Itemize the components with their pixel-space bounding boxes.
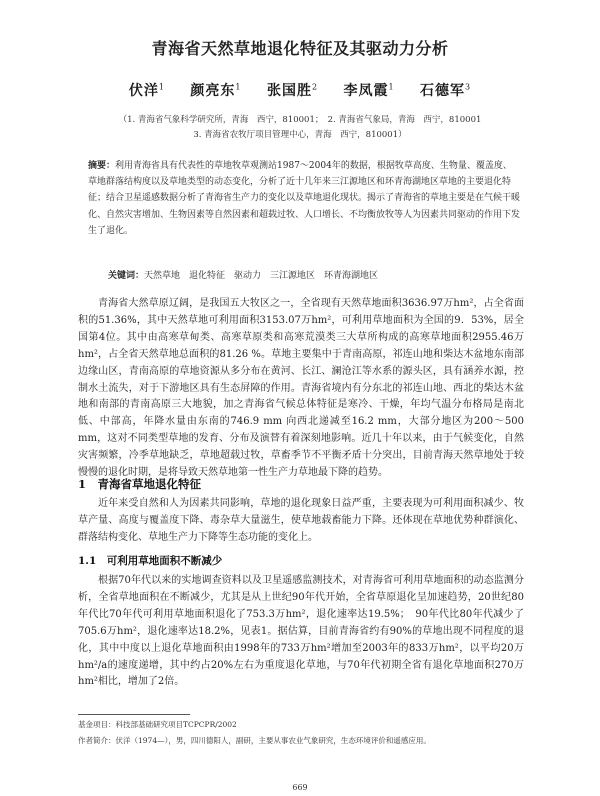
author-2: 颜亮东$^1$ — [190, 82, 242, 99]
author-5: 石德军$^3$ — [420, 82, 472, 99]
keywords-text: 天然草地 退化特征 驱动力 三江源地区 环青海湖地区 — [144, 271, 379, 281]
keywords — [108, 268, 528, 281]
abstract-label: 摘要： — [88, 161, 116, 171]
author-4: 李凤霞$^1$ — [343, 82, 395, 99]
section-heading-1: 1 青海省草地退化特征 — [78, 477, 202, 491]
author-1: 伏洋$^1$ — [128, 82, 165, 99]
footnote-rule — [78, 714, 190, 715]
author-list — [0, 80, 600, 100]
footnote-fund: 基金项目：科技部基础研究项目TCPCPR/2002 — [78, 720, 237, 729]
footnote-author: 作者简介：伏洋（1974—），男，四川德阳人，副研，主要从事农业气象研究，生态环境评价和遥感应用。 — [78, 736, 431, 745]
abstract — [88, 158, 520, 239]
section-1-1-paragraph: 根据70年代以来的实地调查资料以及卫星遥感监测技术，对青海省可利用草地面积的动态监测分析，全省草地面积在不断减少，尤其是从上世纪90年代开始，全省草原退化呈加速趋势，20世纪80年代比70年代可利用草地面积退化了753.3万hm²，退化速率达19.5%； 90年代比80年代减少了705.6万hm²，退化速率达18.2%，见表1。据估算，目前青海省约有90%的草地出现不同程度的退化，其中中度以上退化草地面积由1998年的733万hm²增加至2003年的833万hm²，以平均20万hm²/a的速度递增，其中约占20%左右为重度退化草地，与70年代初期全省有退化草地面积270万hm²相比，增加了2倍。 — [78, 575, 524, 688]
affiliation-line-1: （1. 青海省气象科学研究所，青海 西宁，810001； 2. 青海省气象局，青海 西宁，810001 — [118, 115, 482, 125]
section-1-paragraph: 近年来受自然和人为因素共同影响，草地的退化现象日益严重，主要表现为可利用面积减少、牧草产量、高度与覆盖度下降、毒杂草大量滋生，使草地载畜能力下降。还体现在草地优势种群演化、群落结构变化、草地生产力下降等生态功能的变化上。 — [78, 498, 524, 543]
author-3: 张国胜$^2$ — [266, 82, 319, 99]
section-heading-1-1: 1.1 可利用草地面积不断减少 — [78, 555, 223, 567]
keywords-label: 关键词： — [108, 271, 145, 281]
abstract-text: 利用青海省具有代表性的草地牧草观测站1987～2004年的数据，根据牧草高度、生物量、覆盖度、草地群落结构度以及草地类型的动态变化，分析了近十几年来三江源地区和环青海湖地区草地的主要退化特征；结合卫星遥感数据分析了青海省生产力的变化以及草地退化现状。揭示了青海省的草地主要是在气候干暖化、自然灾害增加、生物因素等自然因素和超载过牧、人口增长、不均衡放牧等人为因素共同驱动的作用下发生了退化。 — [88, 161, 521, 236]
affiliation-line-2: 3. 青海省农牧厅项目管理中心，青海 西宁，810001） — [193, 130, 407, 140]
page-number: 669 — [292, 783, 308, 792]
intro-paragraph: 青海省大然草原辽阔，是我国五大牧区之一，全省现有天然草地面积3636.97万hm²，占全省面积的51.36%，其中天然草地可利用面积3153.07万hm²，可利用草地面积为全国的9．53%，居全国第4位。其中由高寒草甸类、高寒草原类和高寒荒漠类三大草所构成的高寒草地面积2955.46万hm²，占全省天然草地总面积的81.26 %。草地主要集中于青南高原，祁连山地和柴达木盆地东南部边缘山区，青南高原的草地资源从多分布在黄河、长江、澜沧江等水系的源头区，具有涵养水源，控制水土流失，对于下游地区具有生态屏障的作用。青海省境内有分东北的祁连山地、西北的柴达木盆地和南部的青南高原三大地貌，加之青海省气候总体特征是寒冷、干燥，年均气温分布格局是南北低、中部高，年降水量由东南的746.9 mm 向西北递减至16.2 mm，大部分地区为200～500 mm，这对不同类型草地的发育、分布及演替有着深刻地影响。近几十年以来，由于气候变化，自然灾害频繁，冷季草地缺乏，草地超载过牧，草畜季节不平衡矛盾十分突出，目前青海天然草地处于较慢慢的退化时期，是将导致天然草地第一性生产力草地最下降的趋势。 — [78, 298, 524, 479]
paper-title: 青海省天然草地退化特征及其驱动力分析 — [151, 39, 449, 58]
